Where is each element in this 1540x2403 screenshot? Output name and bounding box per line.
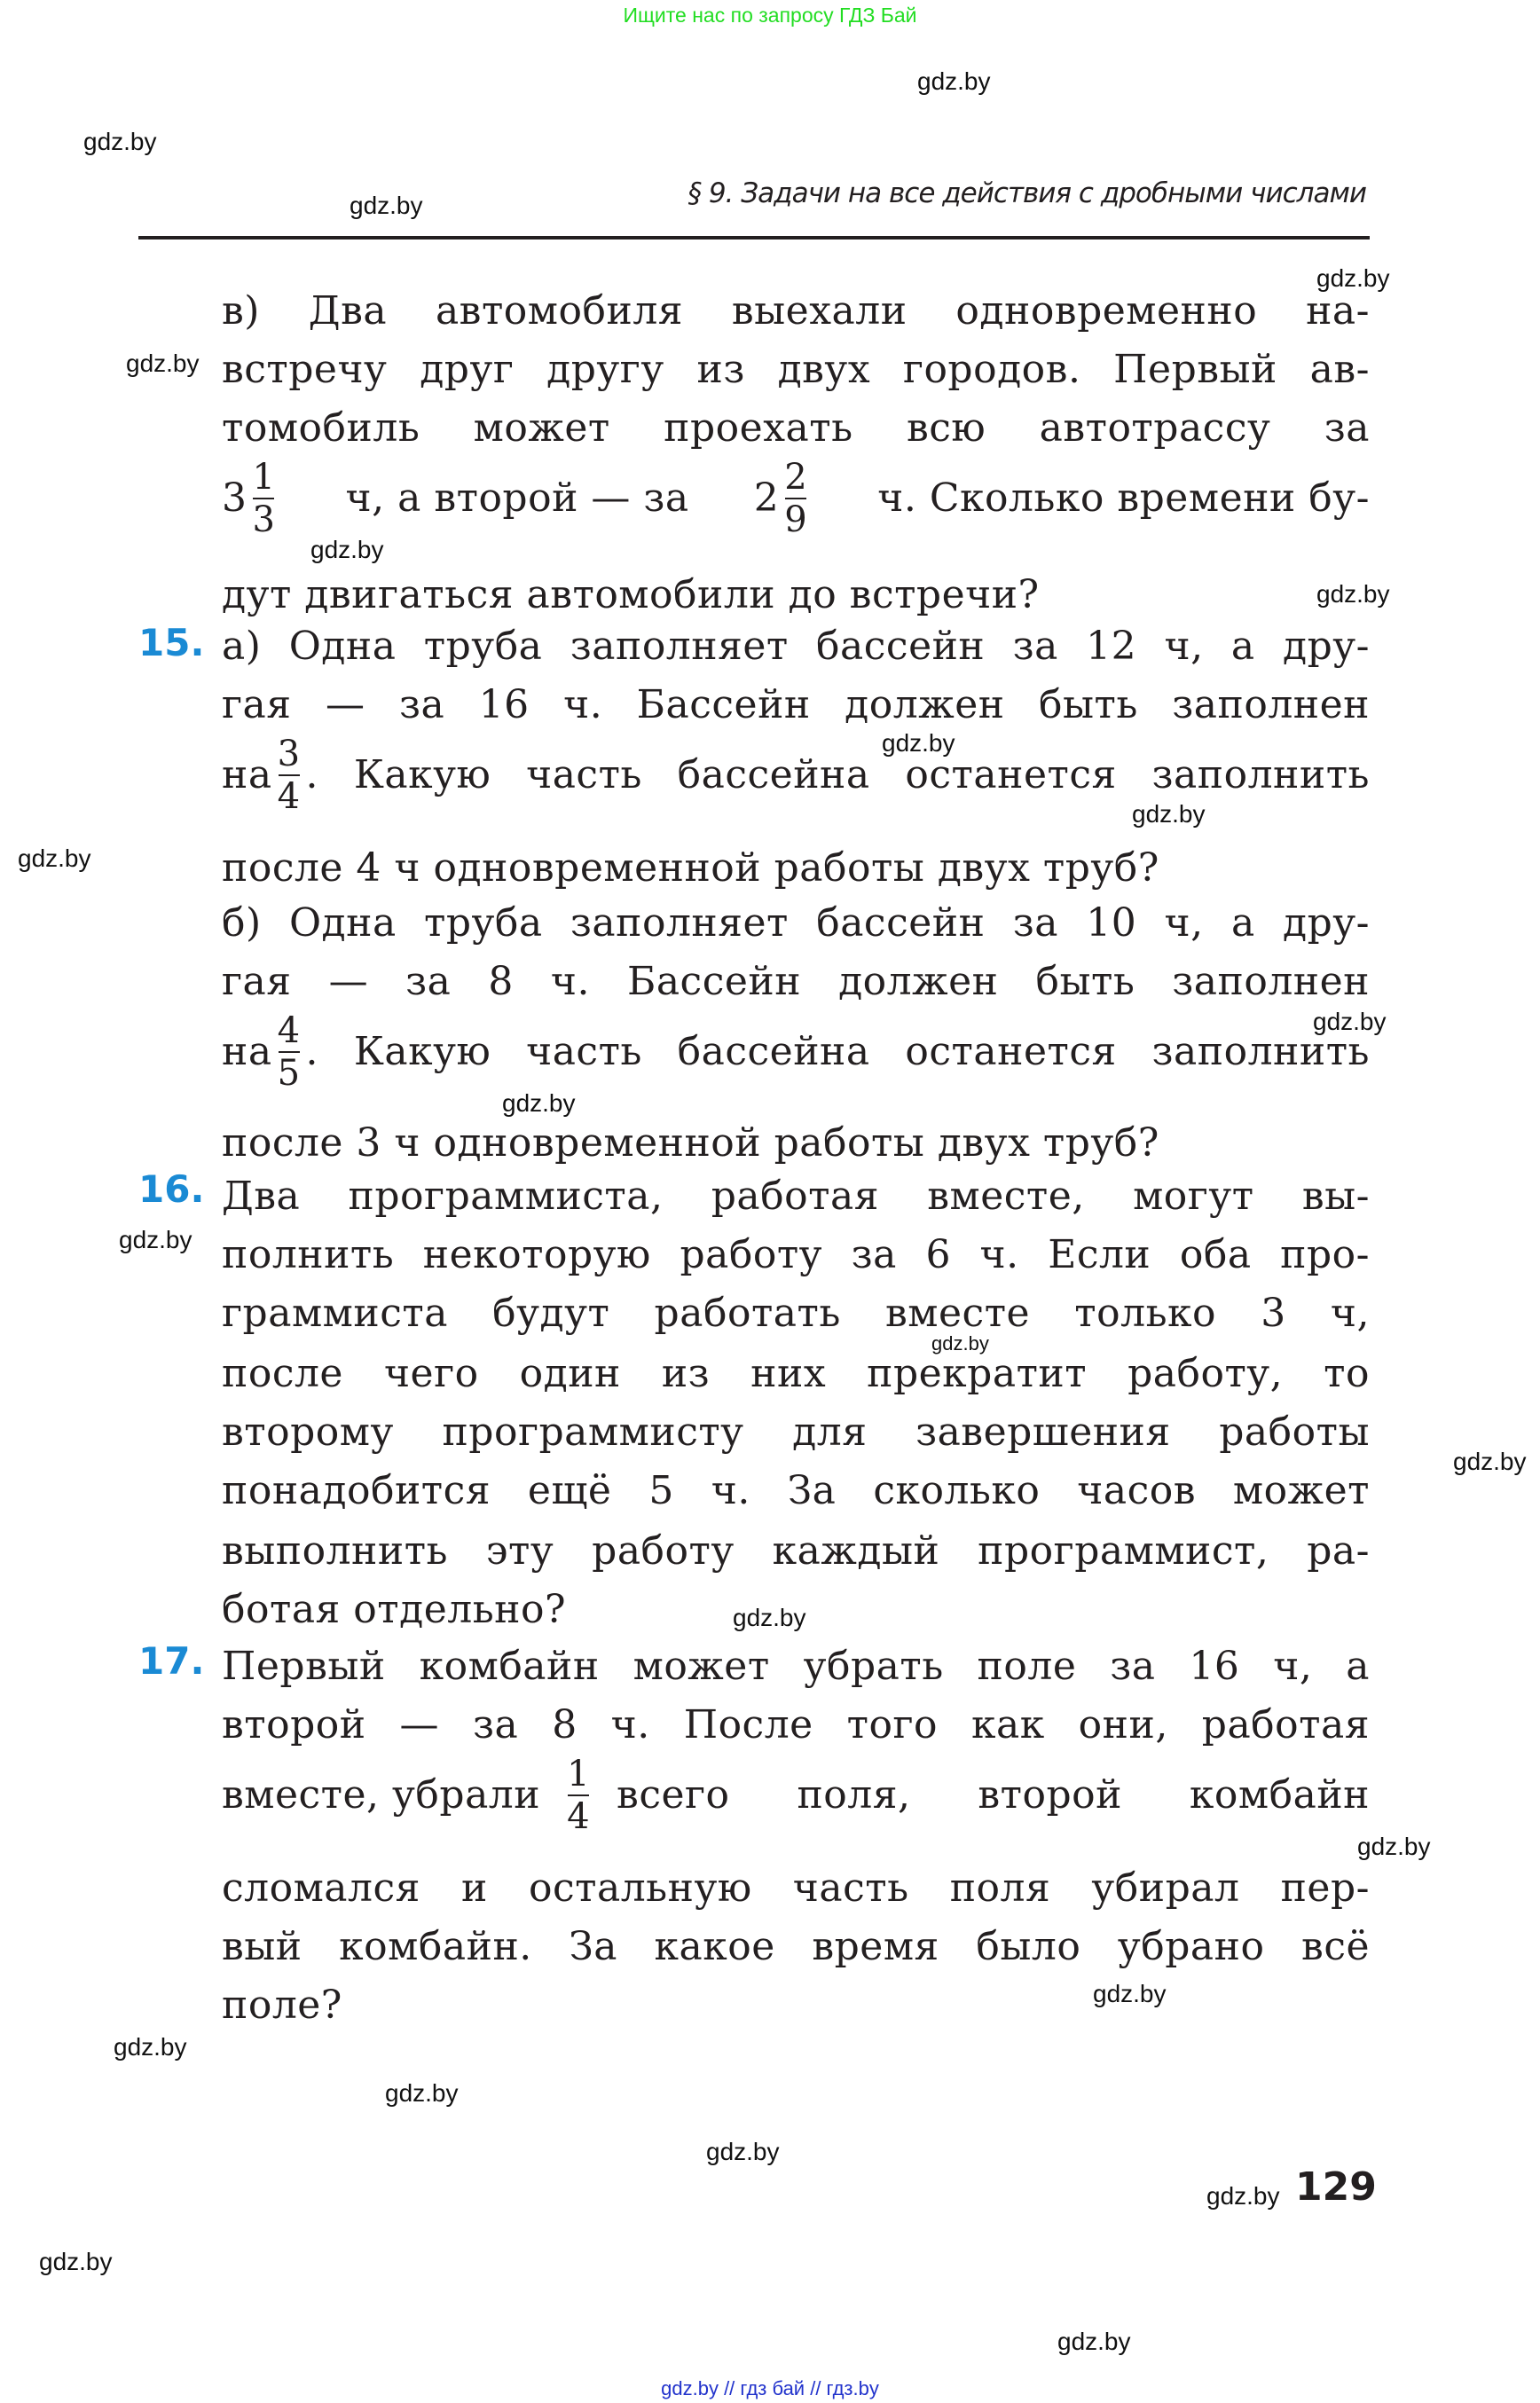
denominator: 9 [784,499,808,540]
text-line: граммиста будут работать вместе только 3 ч, [222,1291,1370,1336]
fraction [277,734,301,817]
watermark: gdz.by [706,2138,780,2165]
text-line: сломался и остальную часть поля убирал пер- [222,1865,1370,1911]
watermark: gdz.by [1316,580,1390,608]
text-line: после чего один из них прекратит работу, то [222,1351,1370,1396]
text-line: второму программисту для завершения работы [222,1410,1370,1455]
watermark: gdz.by [1357,1833,1431,1860]
text-segment: . Какую часть бассейна останется заполнить [305,1029,1370,1074]
whole-part: 3 [222,475,248,521]
watermark: gdz.by [733,1604,806,1631]
text-segment: ч. Сколько времени бу- [877,475,1370,521]
denominator: 3 [252,499,276,540]
fraction [567,1754,591,1837]
watermark: gdz.by [1093,1980,1167,2007]
problem-16 [222,1167,1370,1637]
text-line: встречу друг другу из двух городов. Первый ав- [222,347,1370,392]
watermark: gdz.by [83,128,157,155]
watermark: gdz.by [114,2033,187,2061]
problem-15 [222,617,1370,1167]
text-line-with-fraction [222,1754,1370,1837]
numerator: 1 [567,1754,591,1794]
watermark: gdz.by [18,844,91,872]
fraction [784,459,807,538]
text-line: вый комбайн. За какое время было убрано всё [222,1924,1370,1969]
numerator: 2 [784,457,808,498]
denominator: 4 [567,1796,591,1837]
text-line: а) Одна труба заполняет бассейн за 12 ч, а дру- [222,624,1370,669]
text-line: после 4 ч одновременной работы двух труб? [222,845,1159,891]
text-line: в) Два автомобиля выехали одновременно на- [222,288,1370,334]
text-line: полнить некоторую работу за 6 ч. Если оба про- [222,1232,1370,1277]
watermark: gdz.by [1313,1008,1387,1035]
watermark: gdz.by [502,1089,576,1117]
section-header-title: § 9. Задачи на все действия с дробными числами [688,177,1366,209]
watermark: gdz.by [385,2079,459,2107]
watermark: gdz.by [1316,264,1390,292]
watermark: gdz.by [310,536,384,563]
watermark: gdz.by [1132,800,1206,828]
watermark: gdz.by [882,729,955,757]
footer-links: gdz.by // гдз бай // гдз.by [661,2377,879,2399]
text-line: гая — за 16 ч. Бассейн должен быть заполнен [222,682,1370,727]
text-segment: ч, а второй — за [345,475,689,521]
header-divider [138,236,1370,240]
text-line: томобиль может проехать всю автотрассу за [222,405,1370,451]
watermark: gdz.by [917,67,991,95]
text-segment: . Какую часть бассейна останется заполнить [305,752,1370,797]
text-segment: на [222,1029,272,1074]
text-line: гая — за 8 ч. Бассейн должен быть заполнен [222,959,1370,1004]
text-line: второй — за 8 ч. После того как они, работая [222,1702,1370,1747]
text-line: поле? [222,1983,342,2028]
watermark: gdz.by [1453,1448,1527,1475]
top-banner: Ищите нас по запросу ГДЗ Бай [623,4,917,27]
watermark: gdz.by [39,2248,113,2275]
numerator: 3 [277,734,301,774]
text-line-with-fractions [222,459,1370,538]
text-segment: вместе, убрали [222,1772,541,1818]
text-line: дут двигаться автомобили до встречи? [222,572,1040,617]
numerator: 4 [277,1010,301,1051]
watermark: gdz.by [1206,2182,1280,2210]
watermark: gdz.by [119,1226,192,1253]
watermark: gdz.by [350,192,423,219]
watermark: gdz.by [1057,2328,1131,2355]
mixed-number [222,459,280,538]
problem-number-17: 17. [138,1639,205,1683]
fraction [277,1010,301,1094]
denominator: 5 [277,1053,301,1094]
text-line-with-fraction [222,1010,1370,1094]
fraction [253,459,276,538]
problem-17 [222,1637,1370,2028]
text-line: понадобится ещё 5 ч. За сколько часов может [222,1468,1370,1513]
problem-number-15: 15. [138,621,205,664]
text-line: ботая отдельно? [222,1587,567,1632]
text-segment: всего поля, второй комбайн [617,1772,1370,1818]
whole-part: 2 [753,475,780,521]
text-line: Первый комбайн может убрать поле за 16 ч, а [222,1644,1370,1689]
problem-14v [222,282,1370,619]
text-line: после 3 ч одновременной работы двух труб? [222,1120,1159,1166]
text-line: Два программиста, работая вместе, могут вы- [222,1174,1370,1219]
watermark: gdz.by [126,349,200,377]
denominator: 4 [277,776,301,817]
page-number: 129 [1295,2164,1377,2210]
watermark: gdz.by [931,1332,989,1355]
problem-number-16: 16. [138,1167,205,1211]
text-line: б) Одна труба заполняет бассейн за 10 ч, а дру- [222,900,1370,946]
mixed-number [754,459,813,538]
numerator: 1 [252,457,276,498]
text-segment: на [222,752,272,797]
text-line: выполнить эту работу каждый программист, ра- [222,1528,1370,1574]
